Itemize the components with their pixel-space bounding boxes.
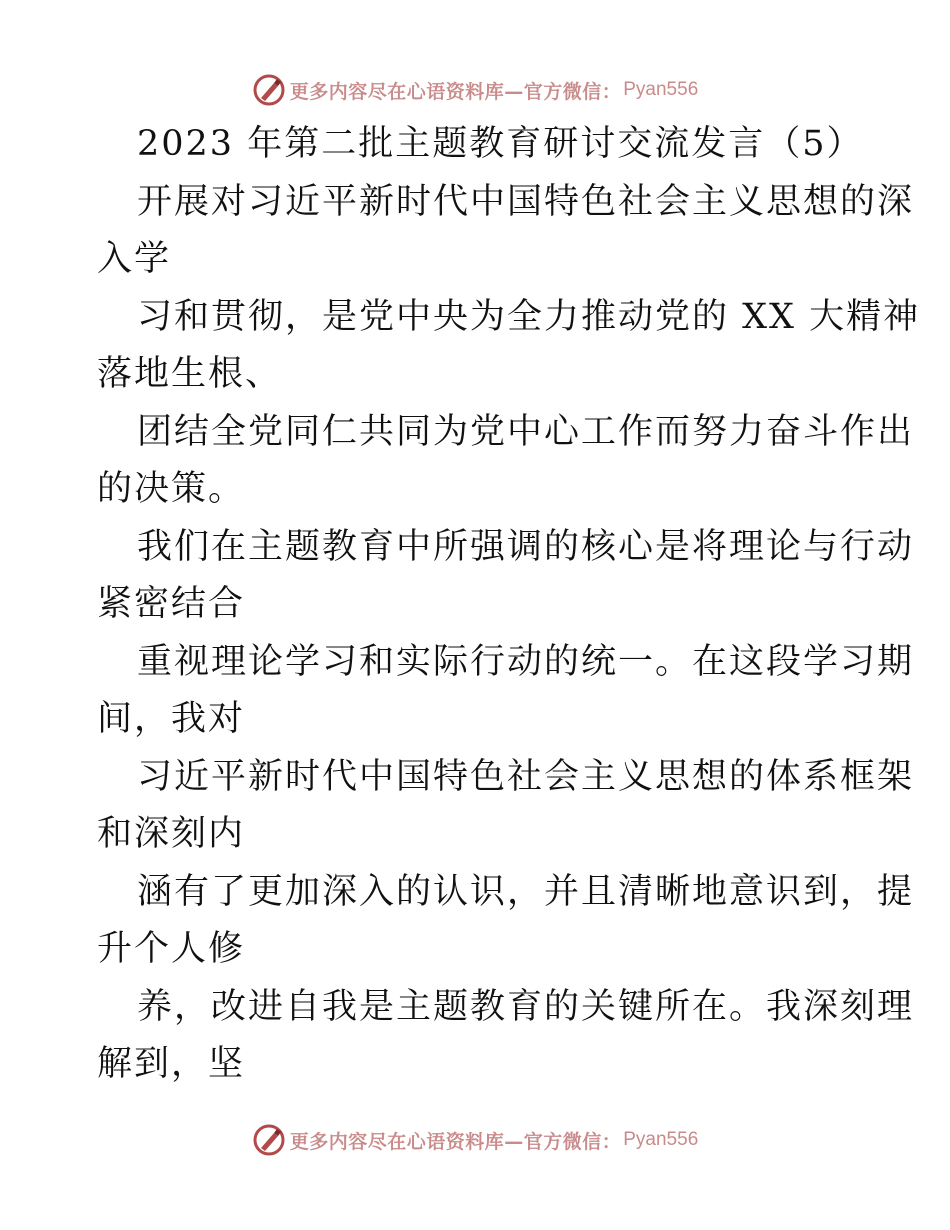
paragraph-line: 习近平新时代中国特色社会主义思想的体系框架 bbox=[137, 756, 915, 797]
watermark-text: 更多内容尽在心语资料库—官方微信： bbox=[289, 80, 622, 103]
watermark-text: 更多内容尽在心语资料库—官方微信： bbox=[289, 1130, 622, 1153]
paragraph-line: 和深刻内 bbox=[97, 814, 246, 854]
pen-logo-icon bbox=[252, 73, 286, 107]
paragraph-line: 入学 bbox=[97, 239, 172, 279]
paragraph-line: 升个人修 bbox=[97, 929, 246, 969]
paragraph-line: 解到，坚 bbox=[97, 1044, 246, 1084]
pen-logo-icon bbox=[252, 1123, 286, 1157]
paragraph-line: 养，改进自我是主题教育的关键所在。我深刻理 bbox=[137, 986, 915, 1027]
paragraph-line: 落地生根、 bbox=[97, 354, 283, 394]
paragraph-line: 重视理论学习和实际行动的统一。在这段学习期 bbox=[137, 641, 915, 682]
paragraph-line: 团结全党同仁共同为党中心工作而努力奋斗作出 bbox=[137, 411, 915, 452]
watermark-id: Pyan556 bbox=[623, 79, 699, 100]
document-title: 2023 年第二批主题教育研讨交流发言（5） bbox=[137, 124, 864, 164]
paragraph-line: 涵有了更加深入的认识，并且清晰地意识到，提 bbox=[137, 871, 915, 912]
paragraph-line: 的决策。 bbox=[97, 469, 246, 509]
paragraph-line: 开展对习近平新时代中国特色社会主义思想的深 bbox=[137, 181, 915, 222]
paragraph-line: 紧密结合 bbox=[97, 584, 246, 624]
watermark-id: Pyan556 bbox=[623, 1129, 699, 1150]
footer-watermark bbox=[0, 1120, 950, 1160]
paragraph-line: 我们在主题教育中所强调的核心是将理论与行动 bbox=[137, 526, 915, 567]
paragraph-line: 习和贯彻，是党中央为全力推动党的 XX 大精神 bbox=[137, 296, 921, 337]
header-watermark bbox=[0, 70, 950, 110]
paragraph-line: 间，我对 bbox=[97, 699, 246, 739]
